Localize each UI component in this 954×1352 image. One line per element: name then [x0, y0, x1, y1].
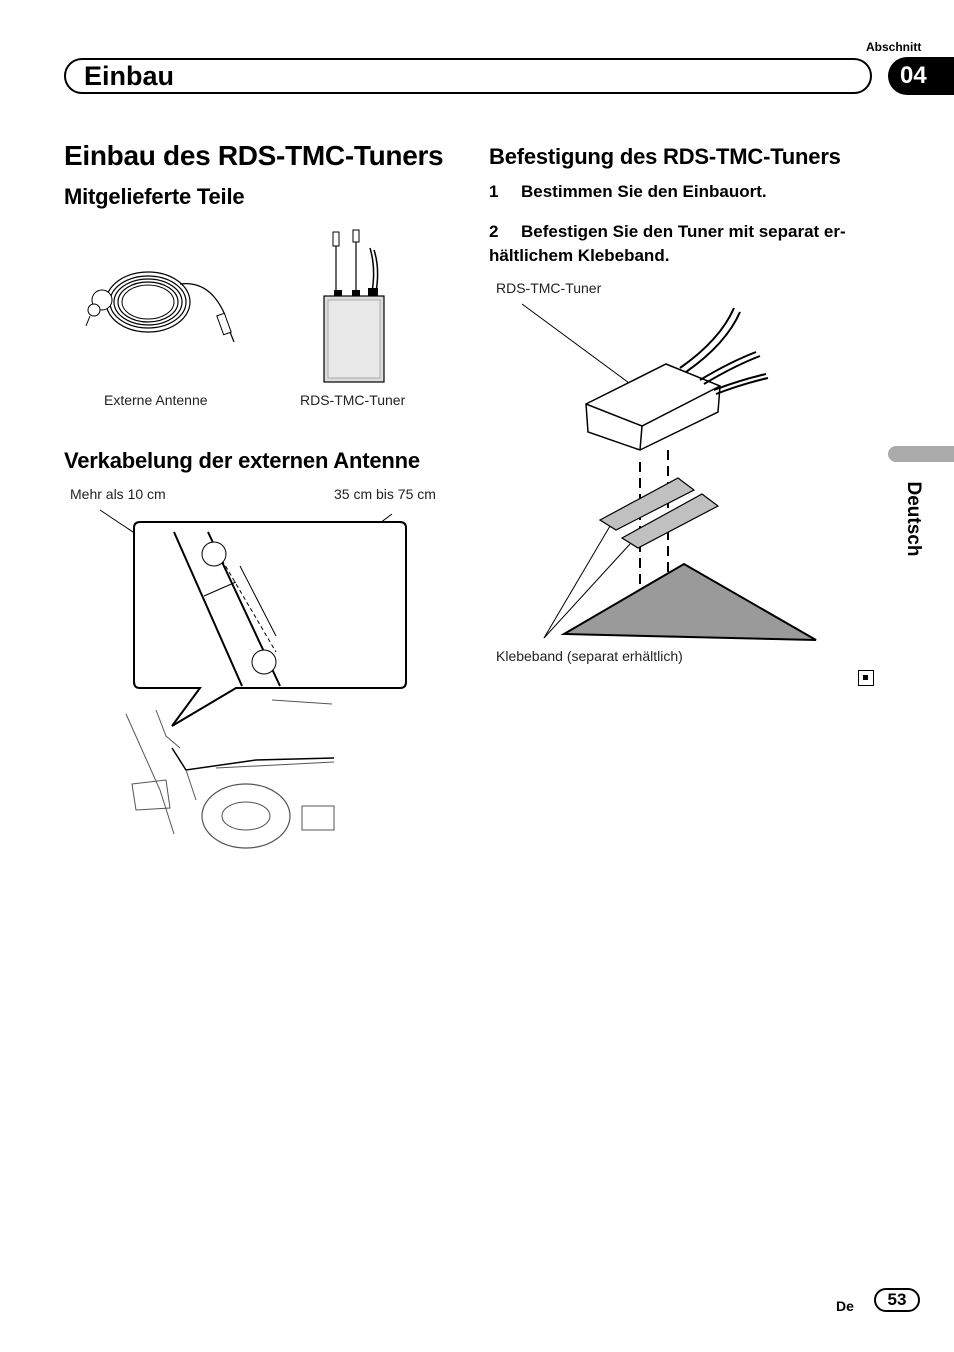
- label-adhesive-tape: Klebeband (separat erhältlich): [496, 648, 683, 664]
- mounting-heading: Befestigung des RDS-TMC-Tuners: [489, 144, 841, 169]
- section-number-badge: 04: [888, 57, 954, 95]
- antenna-wiring-illustration: [96, 500, 436, 836]
- page-title: Einbau des RDS-TMC-Tuners: [64, 140, 444, 171]
- label-distance-min: Mehr als 10 cm: [70, 486, 166, 502]
- caption-tuner: RDS-TMC-Tuner: [300, 392, 406, 408]
- external-antenna-illustration: [80, 260, 250, 350]
- tuner-illustration: [318, 228, 390, 384]
- end-of-section-icon: [858, 670, 874, 686]
- step-1: [489, 180, 767, 204]
- header-bar: [64, 58, 872, 94]
- step-1-number: 1: [489, 182, 499, 201]
- step-2-text: Befestigen Sie den Tuner mit separat er-hältlichem Klebeband.: [489, 222, 846, 265]
- step-2-number: 2: [489, 222, 499, 241]
- wiring-heading: Verkabelung der externen Antenne: [64, 448, 420, 473]
- language-tab: [888, 446, 954, 462]
- supplied-parts-heading: Mitgelieferte Teile: [64, 184, 245, 209]
- step-1-text: Bestimmen Sie den Einbauort.: [521, 182, 767, 201]
- step-2: [489, 220, 889, 268]
- chapter-title: Einbau: [84, 61, 175, 91]
- footer-language-code: De: [836, 1298, 854, 1314]
- label-tuner-callout: RDS-TMC-Tuner: [496, 280, 602, 296]
- caption-external-antenna: Externe Antenne: [104, 392, 208, 408]
- language-label: Deutsch: [903, 481, 924, 557]
- section-label: Abschnitt: [866, 40, 922, 54]
- tuner-mounting-illustration: [520, 300, 820, 645]
- page-number: 53: [874, 1288, 920, 1312]
- label-distance-range: 35 cm bis 75 cm: [334, 486, 436, 502]
